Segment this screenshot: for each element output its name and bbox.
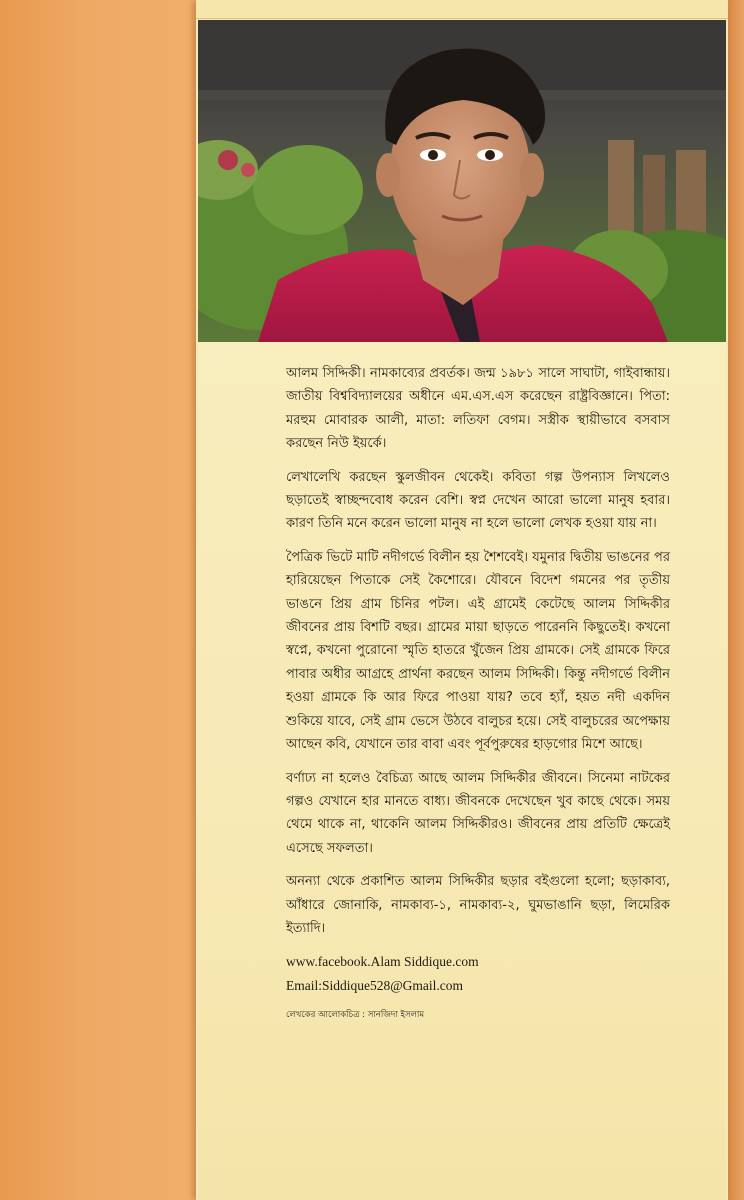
author-portrait-icon — [198, 20, 726, 342]
bio-paragraph-writing: লেখালেখি করছেন স্কুলজীবন থেকেই। কবিতা গল্প উপন্যাস লিখলেও ছড়াতেই স্বাচ্ছন্দবোধ করেন বেশি। স্বপ্ন দেখেন আরো ভালো মানুষ হবার। কারণ তিনি মনে করেন ভালো মানুষ না হলে ভালো লেখক হওয়া যায় না। — [286, 469, 670, 532]
bio-paragraph-books: অনন্যা থেকে প্রকাশিত আলম সিদ্দিকীর ছড়ার বইগুলো হলো; ছড়াকাব্য, আঁধারে জোনাকি, নামকাব্য-১, নামকাব্য-২, ঘুমভাঙানি ছড়া, লিমেরিক ইত্যাদি। — [286, 874, 670, 936]
facebook-link[interactable]: www.facebook.Alam Siddique.com — [286, 954, 479, 970]
author-bio — [286, 362, 670, 1022]
bio-paragraph-village: পৈত্রিক ভিটে মাটি নদীগর্ভে বিলীন হয় শৈশবেই। যমুনার দ্বিতীয় ভাঙনের পর হারিয়েছেন পিতাকে সেই কৈশোরে। যৌবনে বিদেশ গমনের পর তৃতীয় ভাঙনে প্রিয় গ্রাম চিনির পটল। এই গ্রামেই কেটেছে আলম সিদ্দিকীর জীবনের প্রায় বিশটি বছর। গ্রামের মায়া ছাড়তে পারেননি কিছুতেই। কখনো স্বপ্নে, কখনো পুরোনো স্মৃতি হাতরে খুঁজেন প্রিয় গ্রামকে। সেই গ্রামকে ফিরে পাবার অধীর আগ্রহে প্রার্থনা করছেন আলম সিদ্দিকী। কিন্তু নদীগর্ভে বিলীন হওয়া গ্রামকে কি আর ফিরে পাওয়া যায়? তবে হ্যাঁ, হয়ত নদী একদিন শুকিয়ে যাবে, সেই গ্রাম ভেসে উঠবে বালুচর হয়ে। সেই বালুচরের অপেক্ষায় আছেন কবি, যেখানে তার বাবা এবং পূর্বপুরুষের হাড়গোর মিশে আছে। — [286, 549, 670, 753]
cover-edge-strip — [728, 0, 744, 1200]
cover-orange-panel — [0, 0, 196, 1200]
photo-credit: লেখকের আলোকচিত্র : সানজিদা ইসলাম — [286, 1010, 425, 1021]
author-photo — [198, 20, 726, 342]
bio-paragraph-life: বর্ণাঢ্য না হলেও বৈচিত্র্য আছে আলম সিদ্দিকীর জীবনে। সিনেমা নাটকের গল্পও যেখানে হার মানতে বাধ্য। জীবনকে দেখেছেন খুব কাছে থেকে। সময় থেমে থাকে না, থাকেনি আলম সিদ্দিকীরও। জীবনের প্রায় প্রতিটি ক্ষেত্রেই এসেছে সফলতা। — [286, 770, 670, 856]
bio-paragraph-intro: আলম সিদ্দিকী। নামকাব্যের প্রবর্তক। জন্ম ১৯৮১ সালে সাঘাটা, গাইবান্ধায়। জাতীয় বিশ্ববিদ্যালয়ের অধীনে এম.এস.এস করেছেন রাষ্ট্রবিজ্ঞানে। পিতা: মরহুম মোবারক আলী, মাতা: লতিফা বেগম। সস্ত্রীক স্থায়ীভাবে বসবাস করছেন নিউ ইয়র্কে। — [286, 366, 670, 452]
flap-top-band — [196, 0, 728, 19]
email-link[interactable]: Email:Siddique528@Gmail.com — [286, 978, 464, 994]
